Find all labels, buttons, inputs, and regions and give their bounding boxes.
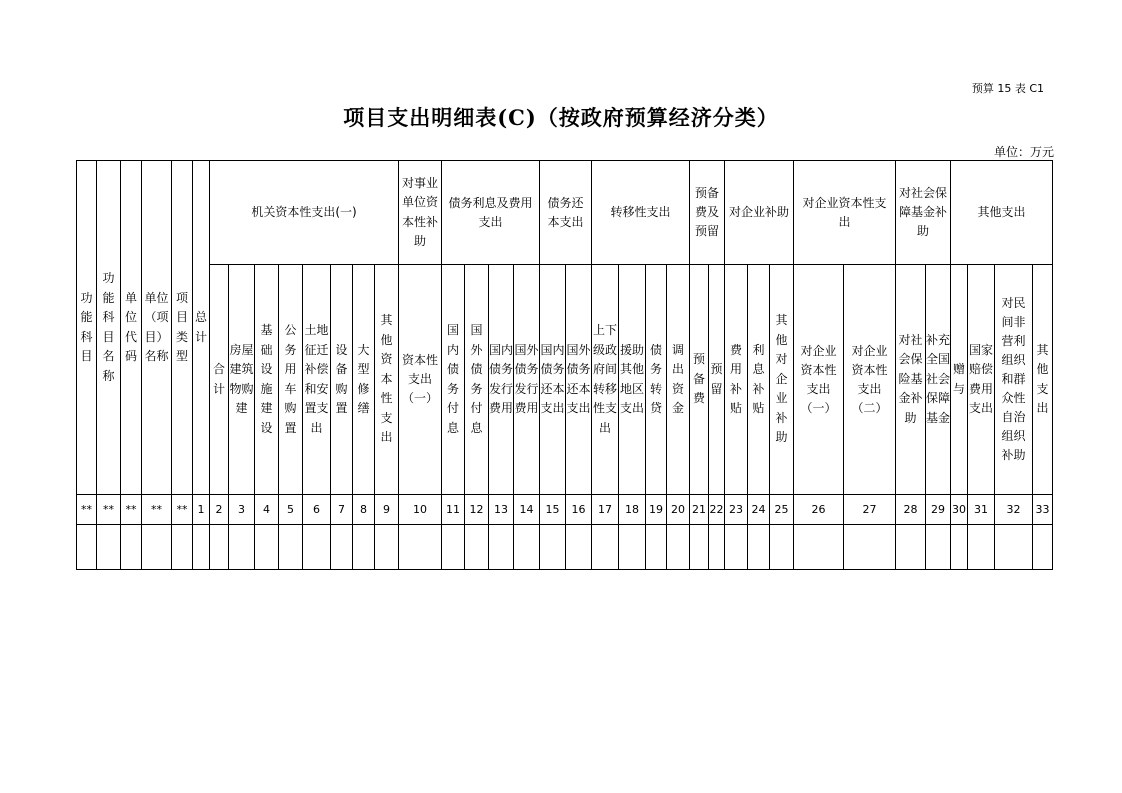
- code-cell: 24: [748, 495, 770, 525]
- table-cell: [540, 525, 566, 570]
- code-cell: 21: [690, 495, 709, 525]
- code-cell: 5: [279, 495, 303, 525]
- code-cell: 18: [619, 495, 646, 525]
- code-cell: 12: [465, 495, 489, 525]
- table-cell: [375, 525, 399, 570]
- table-cell: [619, 525, 646, 570]
- col-header-social-insurance-fund: 对社会保险基金补助: [896, 265, 926, 495]
- table-cell: [896, 525, 926, 570]
- table-cell: [844, 525, 896, 570]
- col-header-state-compensation: 国家赔偿费用支出: [968, 265, 995, 495]
- code-cell: 7: [331, 495, 353, 525]
- col-header-funds-transferred-out: 调出资金: [667, 265, 690, 495]
- code-cell: 6: [303, 495, 331, 525]
- col-header-unit-project-name: 单位（项目）名称: [142, 161, 172, 495]
- table-cell: [748, 525, 770, 570]
- group-header-transfer: 转移性支出: [592, 161, 690, 265]
- group-header-social-security-fund: 对社会保障基金补助: [896, 161, 951, 265]
- table-cell: [709, 525, 725, 570]
- header-column-row: [77, 265, 1053, 495]
- col-header-domestic-debt-issuance: 国内债务发行费用: [489, 265, 514, 495]
- form-code: 预算 15 表 C1: [971, 82, 1044, 95]
- col-header-total: 总计: [193, 161, 210, 495]
- code-cell: 28: [896, 495, 926, 525]
- code-cell: 26: [794, 495, 844, 525]
- col-header-domestic-debt-principal: 国内债务还本支出: [540, 265, 566, 495]
- code-cell: **: [97, 495, 121, 525]
- group-header-institution-capital-subsidy: 对事业单位资本性补助: [399, 161, 442, 265]
- table-cell: [465, 525, 489, 570]
- header-group-row: [77, 161, 1053, 265]
- col-header-other-expenditure: 其他支出: [1033, 265, 1053, 495]
- table-cell: [770, 525, 794, 570]
- table-cell: [353, 525, 375, 570]
- data-row-empty: [77, 525, 1053, 570]
- table-cell: [489, 525, 514, 570]
- col-header-nonprofit-subsidy: 对民间非营利组织和群众性自治组织补助: [995, 265, 1033, 495]
- code-cell: 32: [995, 495, 1033, 525]
- table-cell: [951, 525, 968, 570]
- col-header-unit-code: 单位代码: [121, 161, 142, 495]
- table-cell: [399, 525, 442, 570]
- table-cell: [142, 525, 172, 570]
- group-header-reserve: 预备费及预留: [690, 161, 725, 265]
- table-cell: [229, 525, 255, 570]
- col-header-project-type: 项目类型: [172, 161, 193, 495]
- col-header-official-vehicles: 公务用车购置: [279, 265, 303, 495]
- col-header-function-subject-name: 功能科目名称: [97, 161, 121, 495]
- code-cell: 27: [844, 495, 896, 525]
- table-cell: [690, 525, 709, 570]
- col-header-reserved: 预留: [709, 265, 725, 495]
- code-cell: 9: [375, 495, 399, 525]
- table-cell: [442, 525, 465, 570]
- col-header-other-enterprise-subsidy: 其他对企业补助: [770, 265, 794, 495]
- col-header-infrastructure: 基础设施建设: [255, 265, 279, 495]
- code-cell: 22: [709, 495, 725, 525]
- table-cell: [77, 525, 97, 570]
- table-cell: [968, 525, 995, 570]
- table-cell: [514, 525, 540, 570]
- code-cell: **: [172, 495, 193, 525]
- col-header-enterprise-capital-2: 对企业资本性支出（二）: [844, 265, 896, 495]
- table-cell: [646, 525, 667, 570]
- col-header-foreign-debt-issuance: 国外债务发行费用: [514, 265, 540, 495]
- col-header-enterprise-capital-1: 对企业资本性支出（一）: [794, 265, 844, 495]
- table-cell: [172, 525, 193, 570]
- table-cell: [794, 525, 844, 570]
- group-header-debt-principal: 债务还本支出: [540, 161, 592, 265]
- col-header-land-acquisition: 土地征迁补偿和安置支出: [303, 265, 331, 495]
- col-header-building-construction: 房屋建筑物购建: [229, 265, 255, 495]
- group-header-agency-capital: 机关资本性支出(一): [210, 161, 399, 265]
- code-cell: **: [77, 495, 97, 525]
- col-header-subtotal: 合计: [210, 265, 229, 495]
- page-title: 项目支出明细表(C)（按政府预算经济分类）: [343, 105, 779, 130]
- col-header-equipment: 设备购置: [331, 265, 353, 495]
- col-header-expense-subsidy: 费用补贴: [725, 265, 748, 495]
- code-cell: 16: [566, 495, 592, 525]
- group-header-other: 其他支出: [951, 161, 1053, 265]
- table-cell: [995, 525, 1033, 570]
- col-header-interest-subsidy: 利息补贴: [748, 265, 770, 495]
- col-header-foreign-debt-principal: 国外债务还本支出: [566, 265, 592, 495]
- code-cell: 15: [540, 495, 566, 525]
- table-cell: [592, 525, 619, 570]
- code-cell: 4: [255, 495, 279, 525]
- table-cell: [255, 525, 279, 570]
- col-header-intergov-transfer: 上下级政府间转移性支出: [592, 265, 619, 495]
- code-cell: 2: [210, 495, 229, 525]
- code-row: [77, 495, 1053, 525]
- code-cell: 31: [968, 495, 995, 525]
- budget-table: [76, 160, 1053, 570]
- code-cell: 8: [353, 495, 375, 525]
- table-cell: [303, 525, 331, 570]
- code-cell: 29: [926, 495, 951, 525]
- table-cell: [725, 525, 748, 570]
- table-cell: [1033, 525, 1053, 570]
- col-header-national-social-security-fund: 补充全国社会保障基金: [926, 265, 951, 495]
- code-cell: 14: [514, 495, 540, 525]
- col-header-donation: 赠与: [951, 265, 968, 495]
- unit-label: 单位：万元: [993, 145, 1054, 159]
- table-cell: [279, 525, 303, 570]
- code-cell: 33: [1033, 495, 1053, 525]
- table-cell: [926, 525, 951, 570]
- col-header-aid-other-regions: 援助其他地区支出: [619, 265, 646, 495]
- group-header-enterprise-capital: 对企业资本性支出: [794, 161, 896, 265]
- table-cell: [121, 525, 142, 570]
- table-cell: [97, 525, 121, 570]
- code-cell: **: [142, 495, 172, 525]
- col-header-other-capital: 其他资本性支出: [375, 265, 399, 495]
- col-header-capital-expenditure-1: 资本性支出（一）: [399, 265, 442, 495]
- group-header-enterprise-subsidy: 对企业补助: [725, 161, 794, 265]
- table-cell: [331, 525, 353, 570]
- code-cell: 3: [229, 495, 255, 525]
- table-cell: [193, 525, 210, 570]
- col-header-major-repairs: 大型修缮: [353, 265, 375, 495]
- code-cell: 11: [442, 495, 465, 525]
- code-cell: 17: [592, 495, 619, 525]
- code-cell: 1: [193, 495, 210, 525]
- table-cell: [566, 525, 592, 570]
- code-cell: 19: [646, 495, 667, 525]
- code-cell: **: [121, 495, 142, 525]
- col-header-foreign-debt-interest: 国外债务付息: [465, 265, 489, 495]
- table-cell: [667, 525, 690, 570]
- code-cell: 13: [489, 495, 514, 525]
- code-cell: 25: [770, 495, 794, 525]
- table-cell: [210, 525, 229, 570]
- col-header-function-subject: 功能科目: [77, 161, 97, 495]
- code-cell: 10: [399, 495, 442, 525]
- col-header-debt-onlending: 债务转贷: [646, 265, 667, 495]
- code-cell: 30: [951, 495, 968, 525]
- code-cell: 20: [667, 495, 690, 525]
- group-header-debt-interest: 债务利息及费用支出: [442, 161, 540, 265]
- code-cell: 23: [725, 495, 748, 525]
- col-header-reserve-fund: 预备费: [690, 265, 709, 495]
- col-header-domestic-debt-interest: 国内债务付息: [442, 265, 465, 495]
